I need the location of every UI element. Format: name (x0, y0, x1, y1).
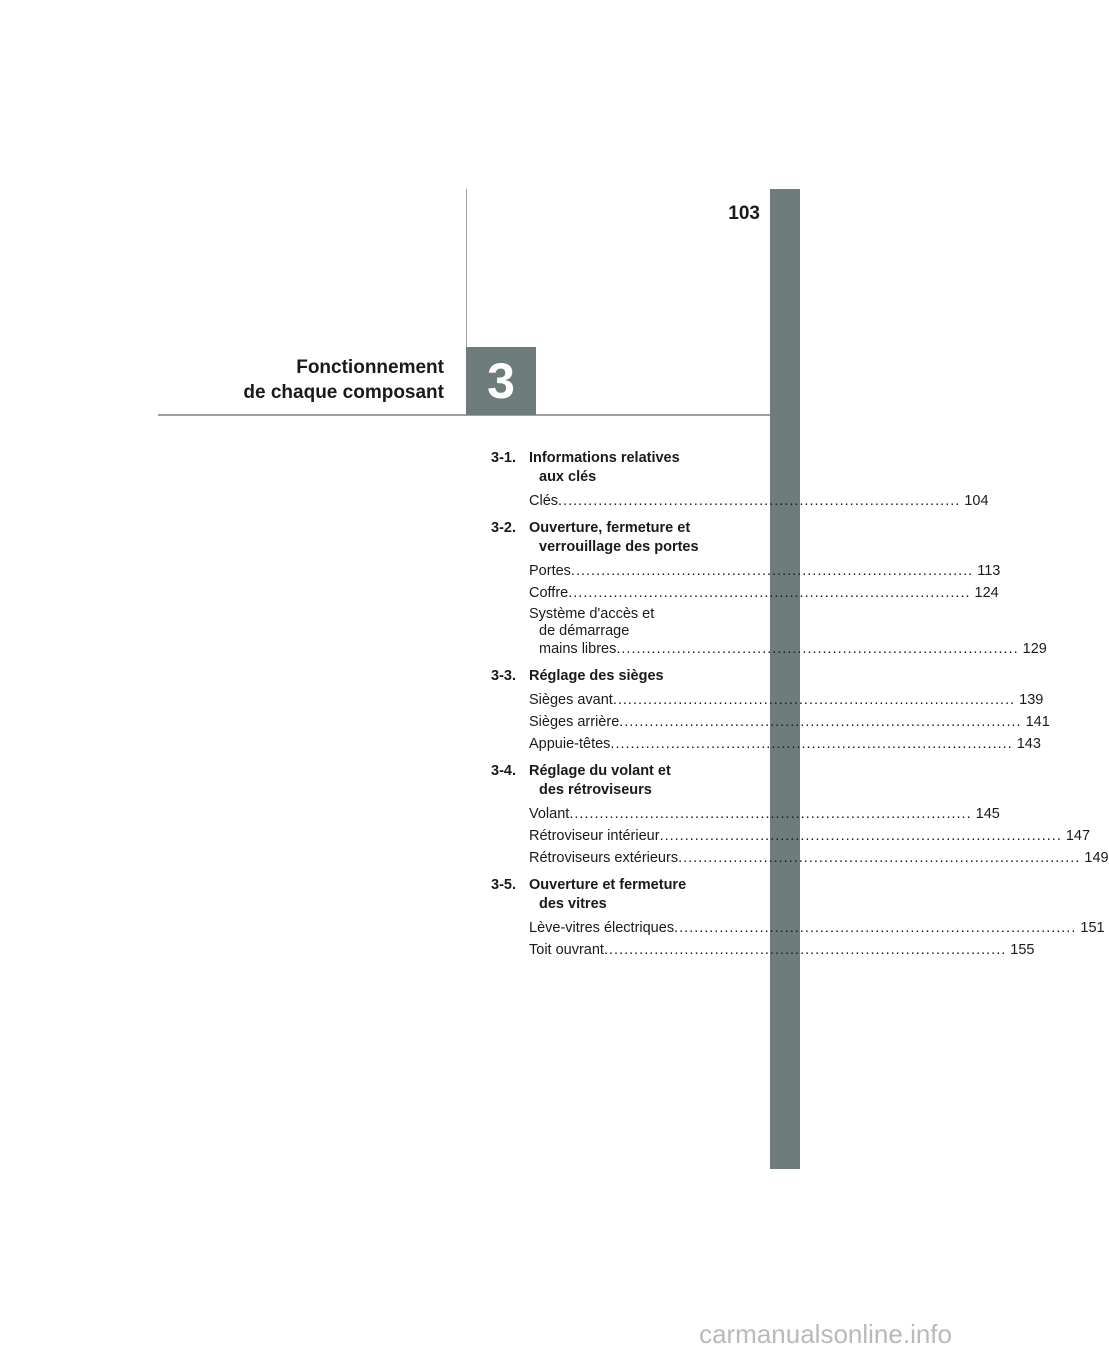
toc-entry-page: 147 (1065, 828, 1091, 844)
leader-dots: ................................................................................ (603, 942, 1007, 958)
watermark: carmanualsonline.info (699, 1319, 952, 1349)
toc-section-title-line: Réglage du volant et (529, 763, 671, 779)
toc-entry[interactable] (529, 919, 1105, 938)
toc-entry[interactable] (529, 492, 989, 511)
toc-entry[interactable] (529, 805, 1000, 824)
leader-dots: ................................................................................ (569, 806, 972, 822)
toc-entry[interactable] (529, 735, 1041, 754)
leader-dots: ................................................................................ (619, 714, 1022, 730)
toc-section-number: 3-3. (491, 668, 516, 684)
toc-section-heading[interactable] (491, 519, 741, 557)
toc-entry[interactable] (529, 849, 1109, 868)
leader-dots: ................................................................................ (674, 920, 1077, 936)
toc-section-number: 3-5. (491, 877, 516, 893)
toc-entry-label: Clés (529, 493, 559, 509)
toc-section-title-line: des rétroviseurs (539, 782, 652, 798)
toc-entry[interactable] (529, 827, 1091, 846)
toc-section-title-line: verrouillage des portes (539, 539, 699, 555)
leader-dots: ................................................................................ (616, 641, 1019, 657)
leader-dots: ................................................................................ (568, 585, 971, 601)
toc-section (491, 876, 1105, 960)
toc-section-title (529, 667, 741, 686)
toc-section-heading[interactable] (491, 876, 741, 914)
toc-section-number: 3-1. (491, 450, 516, 466)
chapter-title-line1: Fonctionnement (296, 357, 444, 378)
toc-entry-label: Sièges arrière (529, 714, 620, 730)
toc-section (491, 449, 989, 511)
page-number: 103 (728, 203, 760, 224)
toc-entry-label-line: Système d'accès et (529, 606, 655, 622)
toc-section-title (529, 876, 741, 914)
toc-section-title-line: des vitres (539, 896, 607, 912)
toc-entry-page: 151 (1080, 920, 1105, 936)
toc-entry[interactable] (529, 713, 1050, 732)
vertical-divider (466, 189, 467, 349)
toc-entry-page: 143 (1016, 736, 1041, 752)
toc-entry-label-line: mains libres (539, 641, 617, 657)
toc-entry-page: 139 (1019, 692, 1044, 708)
toc-section-title-line: aux clés (539, 469, 597, 485)
toc-section-heading[interactable] (491, 762, 741, 800)
leader-dots: ................................................................................ (558, 493, 961, 509)
toc-section-title-line: Informations relatives (529, 450, 680, 466)
toc-entry-label: Lève-vitres électriques (529, 920, 675, 936)
toc-section-title (529, 762, 741, 800)
toc-entry-label: Appuie-têtes (529, 736, 611, 752)
toc-entry-page: 113 (977, 563, 1001, 579)
leader-dots: ................................................................................ (612, 692, 1016, 708)
toc-section-title (529, 449, 741, 487)
toc-entry[interactable] (529, 606, 1047, 659)
toc-section-title (529, 519, 741, 557)
toc-entry-page: 149 (1084, 850, 1109, 866)
toc-entry-page: 129 (1022, 641, 1047, 657)
toc-section-title-line: Ouverture et fermeture (529, 877, 687, 893)
toc-entry-page: 124 (974, 585, 999, 601)
toc-entry-label: Coffre (529, 585, 569, 601)
chapter-number-box: 3 (466, 347, 536, 415)
toc-entry[interactable] (529, 584, 999, 603)
toc-entry-page: 141 (1025, 714, 1050, 730)
toc-entry-label: Volant (529, 806, 570, 822)
toc-entry-page: 145 (975, 806, 1000, 822)
toc-entry-label: Rétroviseurs extérieurs (529, 850, 679, 866)
chapter-side-tab (770, 189, 800, 1169)
toc-entry-page: 155 (1010, 942, 1035, 958)
toc-entry-label: Rétroviseur intérieur (529, 828, 660, 844)
toc-entry-label: Portes (529, 563, 571, 579)
table-of-contents (491, 449, 1109, 968)
toc-entry-page: 104 (964, 493, 989, 509)
toc-section (491, 519, 1047, 659)
toc-section-title-line: Ouverture, fermeture et (529, 520, 691, 536)
toc-section-number: 3-2. (491, 520, 516, 536)
toc-entry[interactable] (529, 691, 1044, 710)
leader-dots: ................................................................................ (570, 563, 974, 579)
horizontal-divider (158, 414, 770, 416)
toc-entry-label: Toit ouvrant (529, 942, 604, 958)
toc-section-heading[interactable] (491, 667, 741, 686)
toc-section-number: 3-4. (491, 763, 516, 779)
toc-section-heading[interactable] (491, 449, 741, 487)
chapter-title-line2: de chaque composant (243, 382, 444, 403)
toc-entry-label-line: de démarrage (539, 623, 630, 639)
chapter-title (243, 355, 444, 405)
leader-dots: ................................................................................ (678, 850, 1081, 866)
leader-dots: ................................................................................ (659, 828, 1062, 844)
toc-entry-label: Sièges avant (529, 692, 613, 708)
toc-section (491, 667, 1050, 754)
toc-section-title-line: Réglage des sièges (529, 668, 664, 684)
toc-entry[interactable] (529, 562, 1001, 581)
toc-entry[interactable] (529, 941, 1035, 960)
toc-section (491, 762, 1109, 868)
leader-dots: ................................................................................ (610, 736, 1013, 752)
